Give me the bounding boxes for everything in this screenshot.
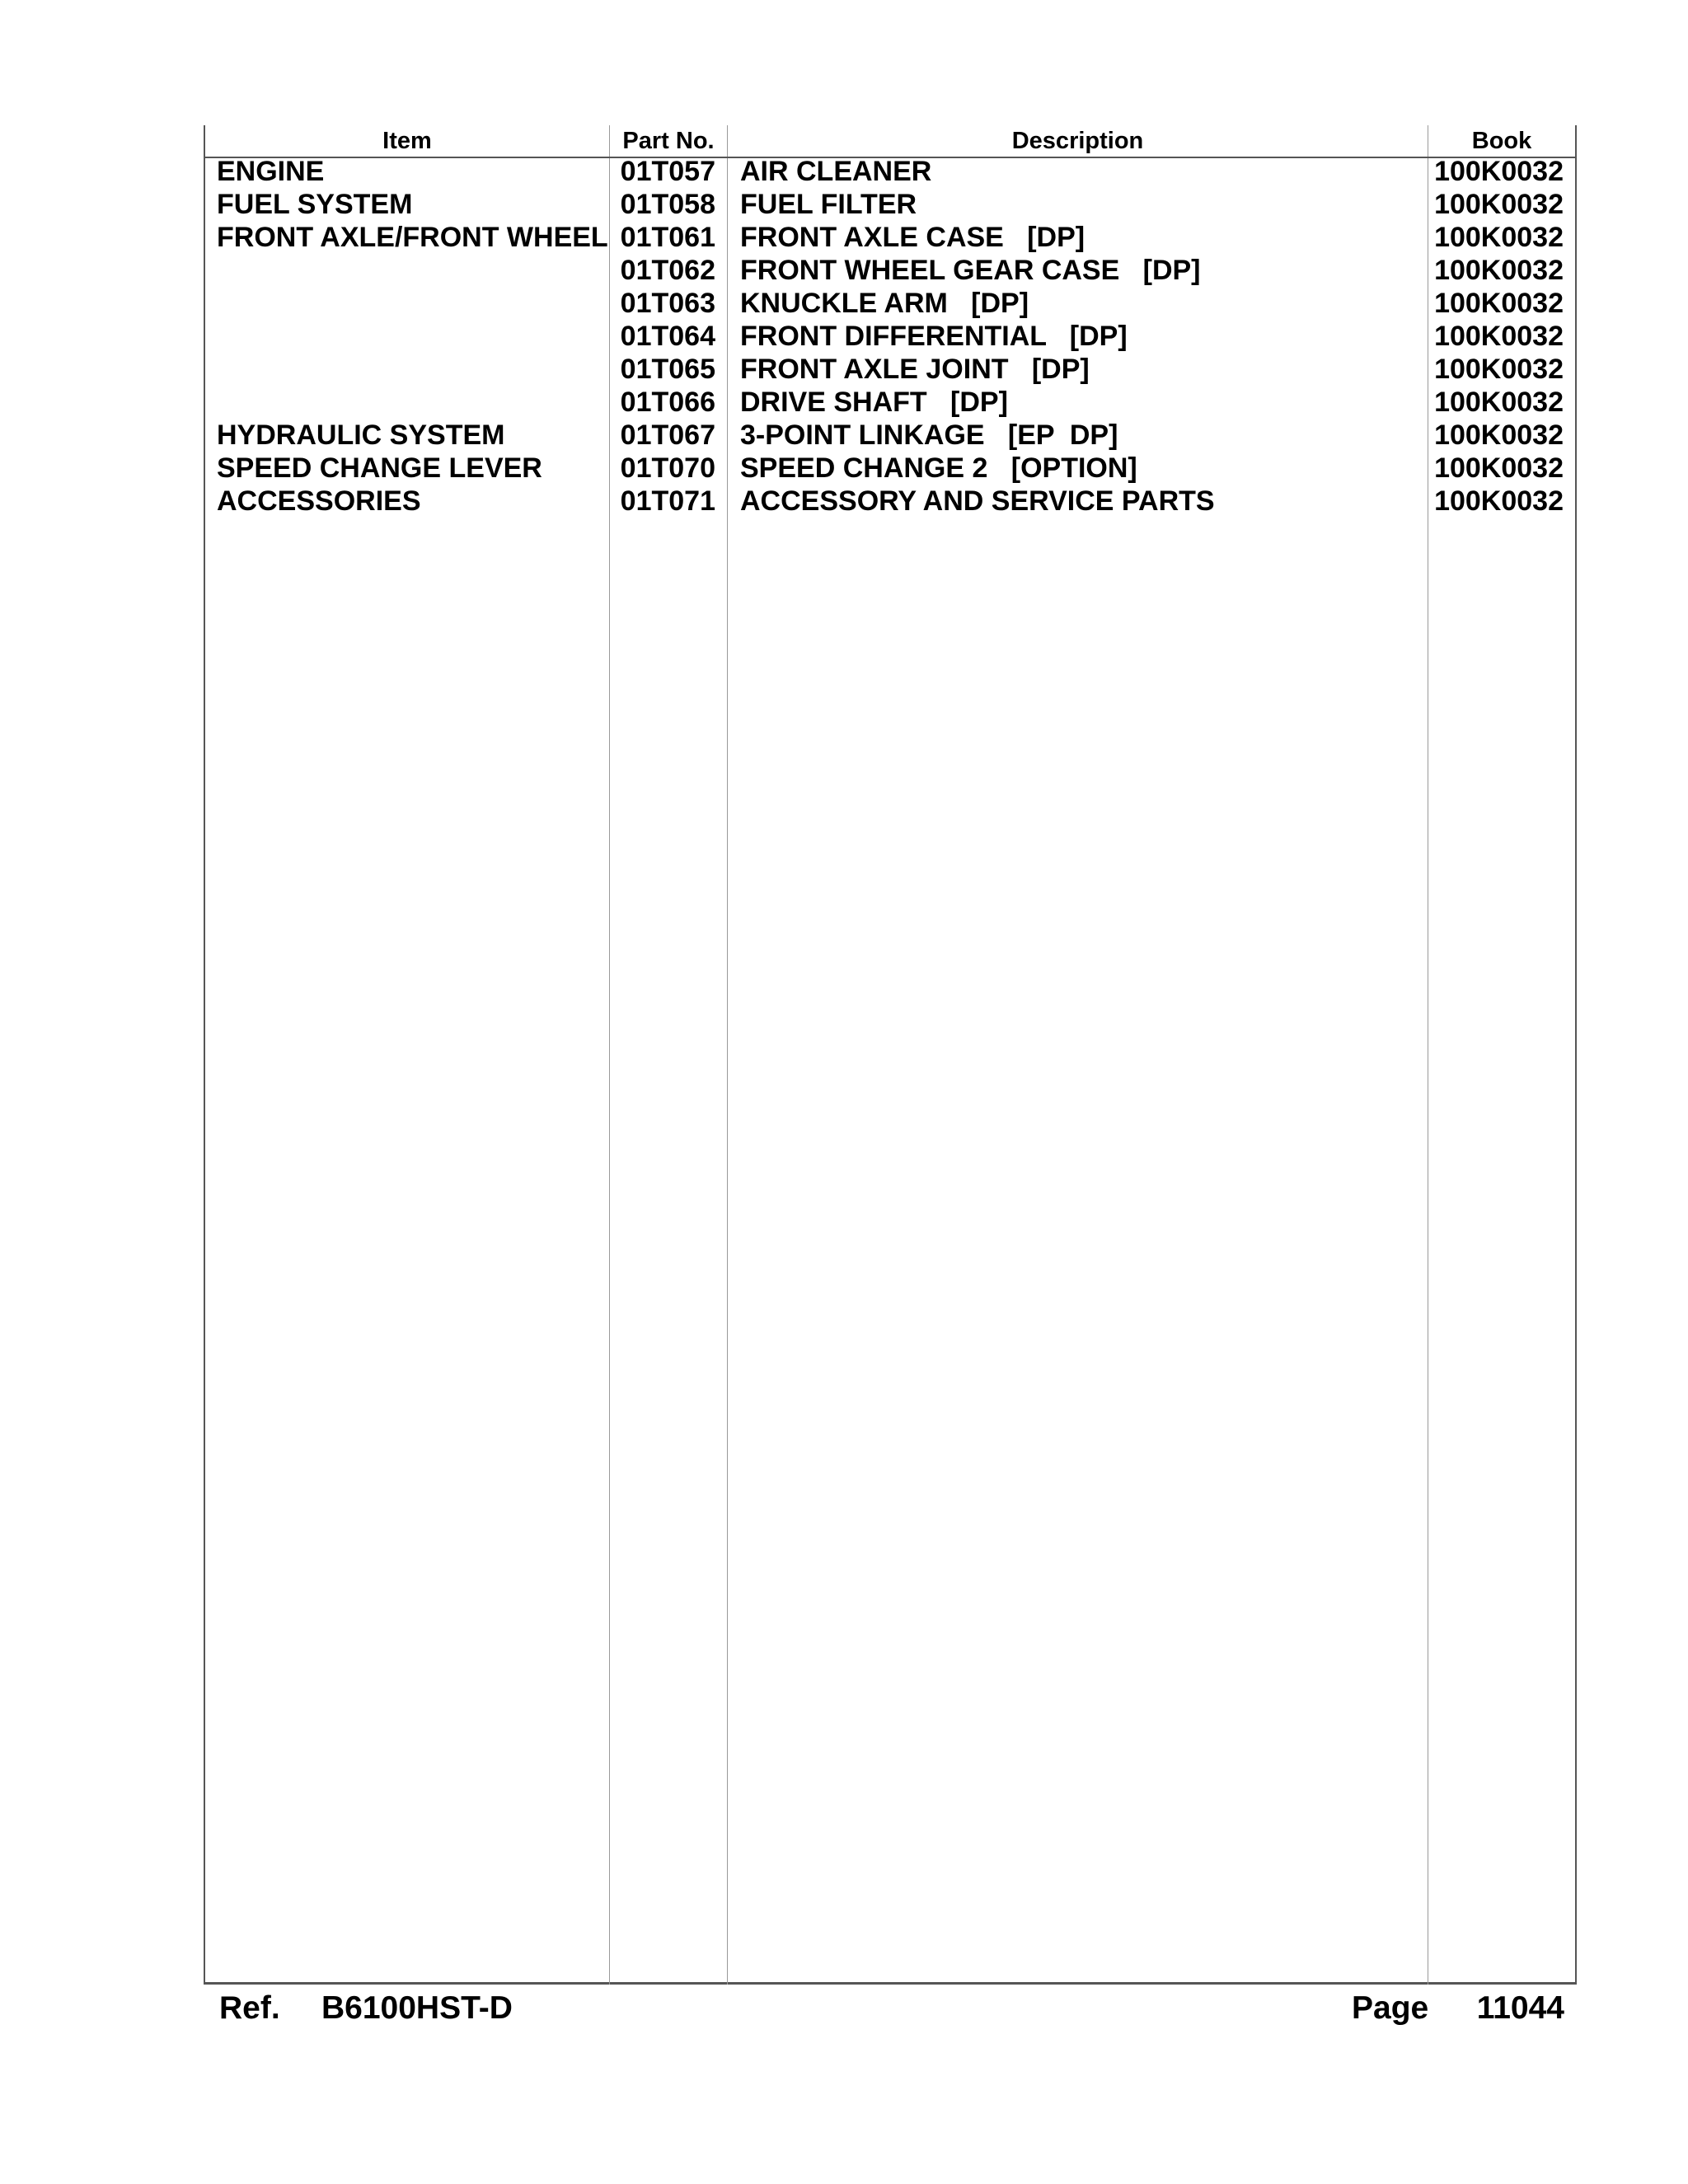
table-row	[0, 419, 1688, 452]
row-item: FUEL SYSTEM	[217, 189, 413, 220]
row-description: SPEED CHANGE 2 [OPTION]	[740, 452, 1137, 484]
row-item: FRONT AXLE/FRONT WHEEL	[217, 222, 608, 253]
row-description: DRIVE SHAFT [DP]	[740, 387, 1008, 418]
row-book: 100K0032	[1434, 222, 1564, 253]
row-item: ENGINE	[217, 156, 325, 187]
row-description: FRONT AXLE JOINT [DP]	[740, 354, 1090, 385]
row-description: FRONT DIFFERENTIAL [DP]	[740, 321, 1128, 352]
row-description: 3-POINT LINKAGE [EP DP]	[740, 419, 1118, 451]
table-row	[0, 188, 1688, 221]
table-row	[0, 386, 1688, 419]
row-part-no[interactable]: 01T064	[620, 321, 715, 352]
row-book: 100K0032	[1434, 156, 1564, 187]
row-description: FRONT WHEEL GEAR CASE [DP]	[740, 255, 1201, 286]
page-label: Page	[1352, 1990, 1429, 2026]
row-item: ACCESSORIES	[217, 485, 421, 517]
row-description: FRONT AXLE CASE [DP]	[740, 222, 1085, 253]
ref-model: B6100HST-D	[321, 1990, 513, 2026]
row-book: 100K0032	[1434, 354, 1564, 385]
row-book: 100K0032	[1434, 419, 1564, 451]
row-part-no[interactable]: 01T070	[620, 452, 715, 484]
header-description: Description	[1011, 128, 1144, 154]
header-item: Item	[382, 128, 432, 154]
row-item: HYDRAULIC SYSTEM	[217, 419, 505, 451]
row-part-no[interactable]: 01T057	[620, 156, 715, 187]
header-book: Book	[1471, 128, 1532, 154]
row-description: FUEL FILTER	[740, 189, 917, 220]
row-part-no[interactable]: 01T061	[620, 222, 715, 253]
ref-label: Ref.	[219, 1990, 280, 2026]
table-row	[0, 221, 1688, 254]
row-part-no[interactable]: 01T058	[620, 189, 715, 220]
row-item: SPEED CHANGE LEVER	[217, 452, 542, 484]
row-book: 100K0032	[1434, 387, 1564, 418]
row-book: 100K0032	[1434, 485, 1564, 517]
row-part-no[interactable]: 01T062	[620, 255, 715, 286]
table-row	[0, 287, 1688, 320]
row-description: AIR CLEANER	[740, 156, 932, 187]
row-description: KNUCKLE ARM [DP]	[740, 288, 1029, 319]
row-part-no[interactable]: 01T065	[620, 354, 715, 385]
page-number: 11044	[1476, 1990, 1564, 2026]
parts-table-body	[0, 155, 1688, 518]
table-row	[0, 485, 1688, 518]
table-row	[0, 320, 1688, 353]
row-part-no[interactable]: 01T071	[620, 485, 715, 517]
row-book: 100K0032	[1434, 189, 1564, 220]
page-footer	[0, 1988, 1688, 2029]
row-book: 100K0032	[1434, 255, 1564, 286]
row-part-no[interactable]: 01T066	[620, 387, 715, 418]
header-part-no: Part No.	[622, 128, 715, 154]
row-book: 100K0032	[1434, 321, 1564, 352]
row-book: 100K0032	[1434, 452, 1564, 484]
table-row	[0, 353, 1688, 386]
table-row	[0, 452, 1688, 485]
table-row	[0, 254, 1688, 287]
row-description: ACCESSORY AND SERVICE PARTS	[740, 485, 1215, 517]
row-book: 100K0032	[1434, 288, 1564, 319]
table-row	[0, 155, 1688, 188]
row-part-no[interactable]: 01T063	[620, 288, 715, 319]
row-part-no[interactable]: 01T067	[620, 419, 715, 451]
